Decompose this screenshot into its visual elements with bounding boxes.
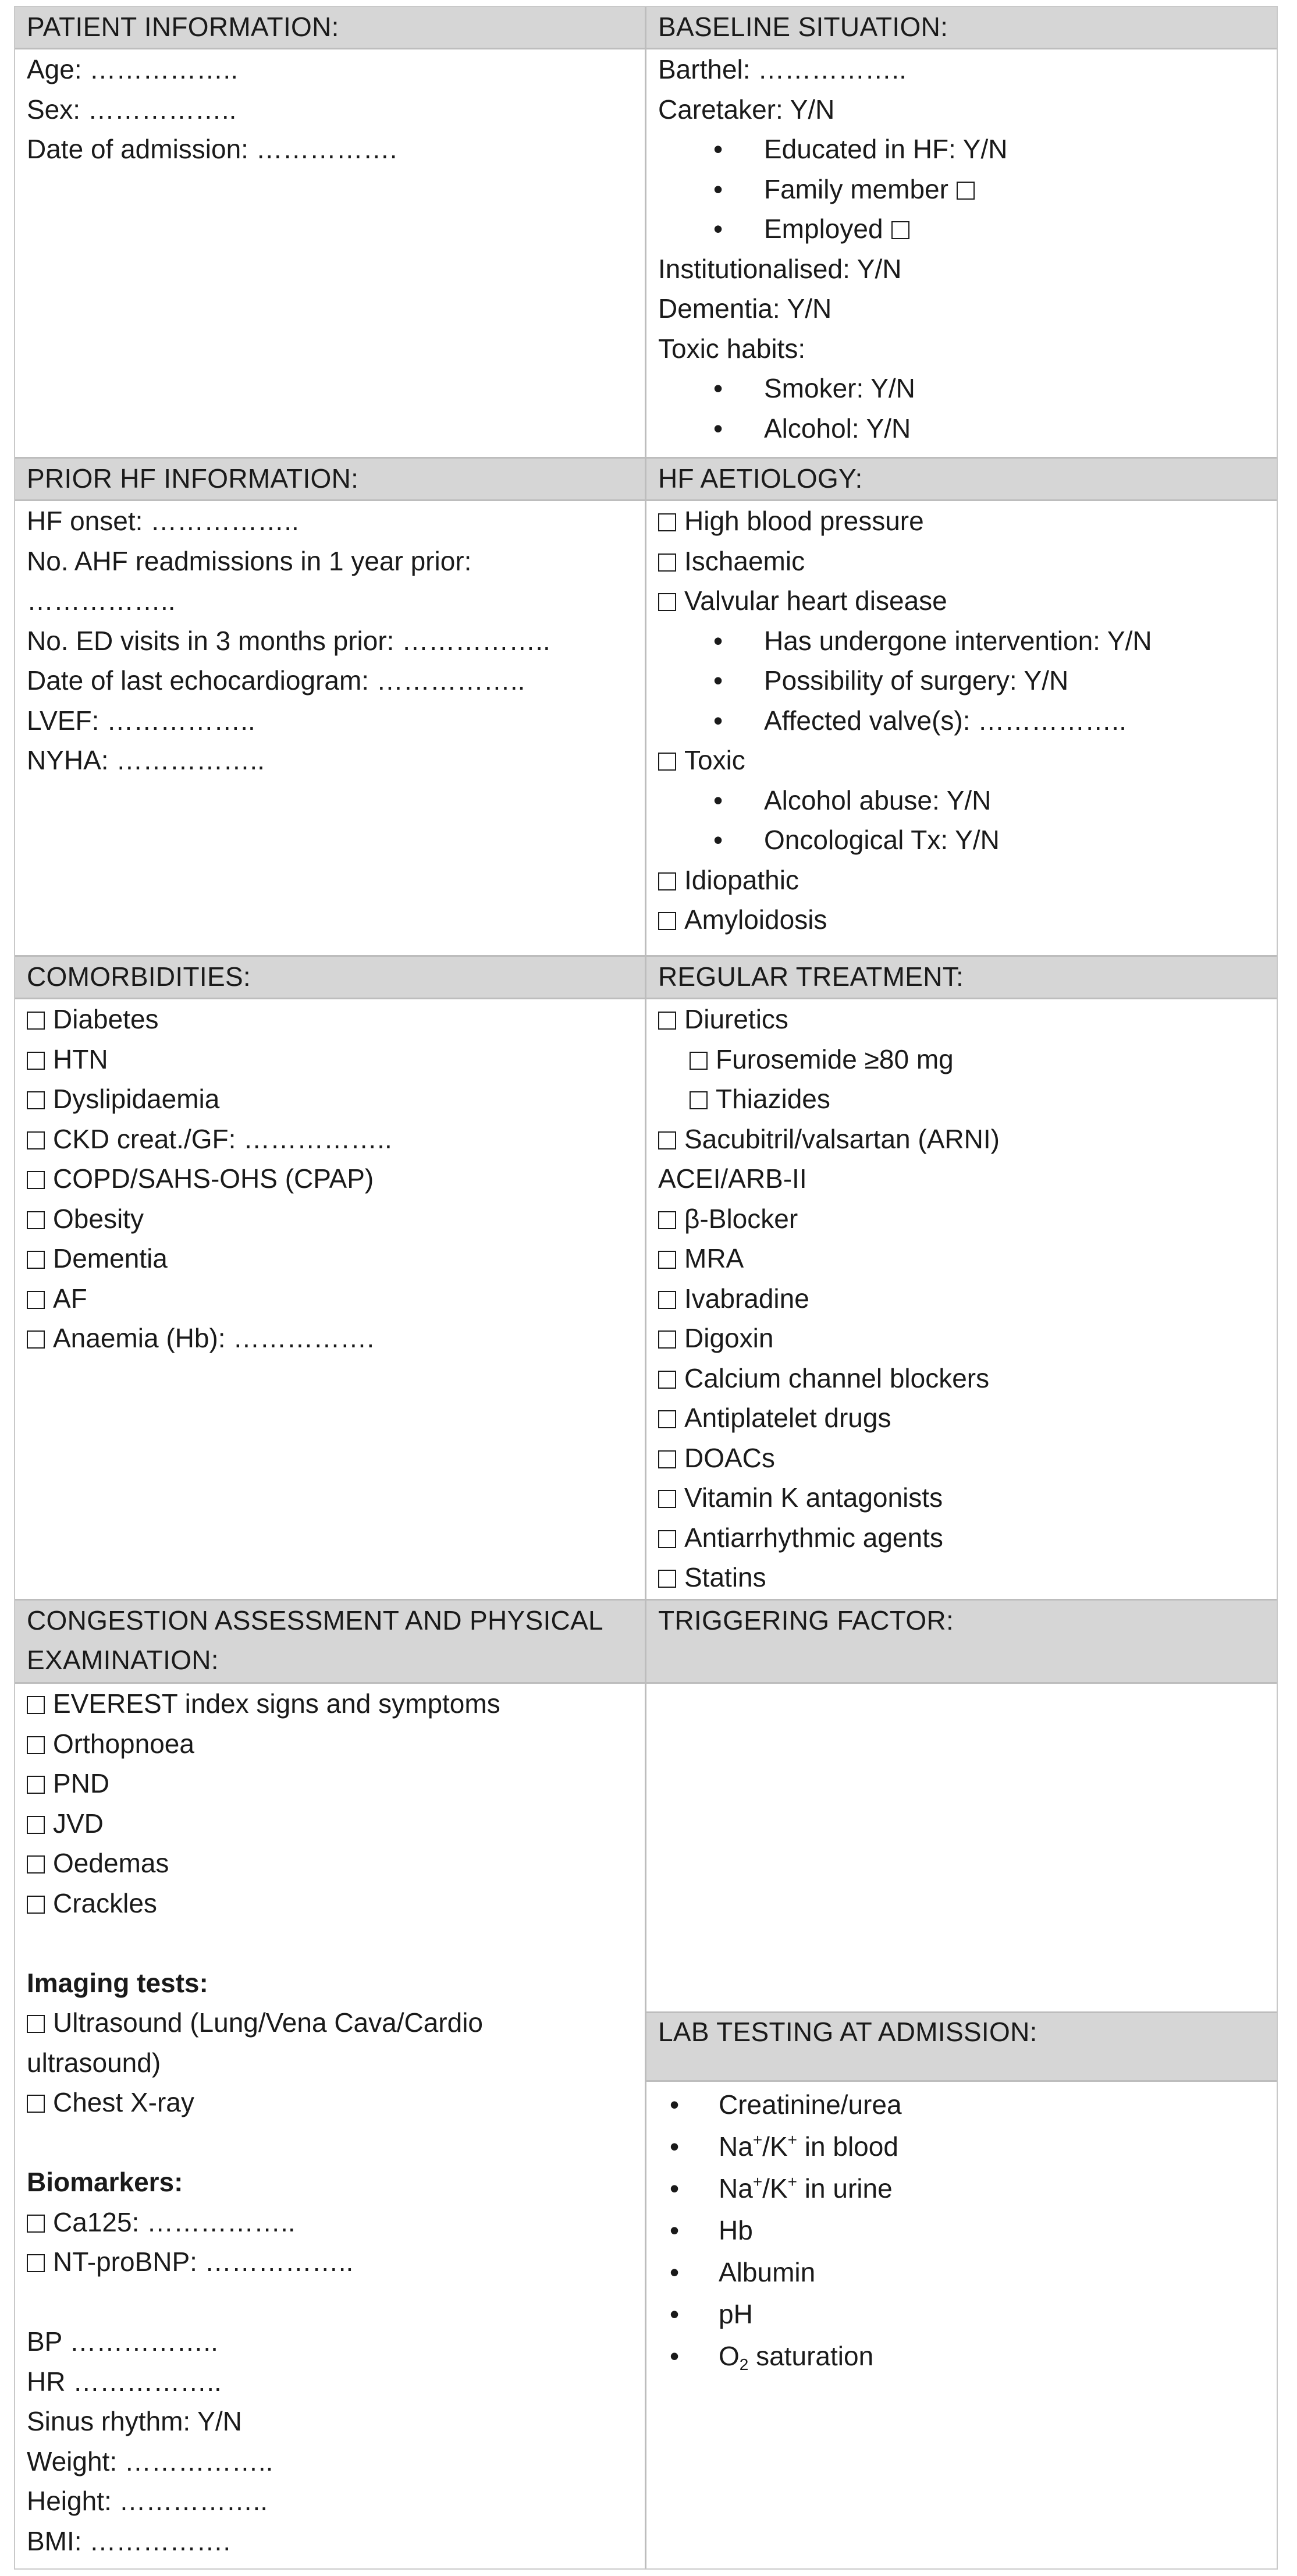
oncological-tx-field[interactable]: • Oncological Tx: Y/N — [658, 820, 1277, 860]
row-divider — [15, 457, 1277, 459]
idiopathic-option[interactable] — [658, 860, 1277, 900]
ahf-readmissions-field[interactable]: …………….. — [27, 586, 176, 616]
na-text: Na — [719, 2173, 753, 2204]
row-divider — [15, 955, 1277, 957]
surgery-field[interactable]: • Possibility of surgery: Y/N — [658, 661, 1277, 701]
option-label: Amyloidosis — [684, 904, 827, 935]
last-echocardiogram-field[interactable]: Date of last echocardiogram: …………….. — [27, 665, 525, 696]
checkbox[interactable] — [27, 2015, 45, 2033]
checkbox[interactable] — [27, 1091, 45, 1109]
option-label: Dyslipidaemia — [53, 1084, 220, 1114]
checkbox[interactable] — [658, 1211, 676, 1229]
family-member-checkbox[interactable] — [957, 182, 975, 200]
educated-in-hf-field[interactable]: • Educated in HF: Y/N — [658, 129, 1277, 169]
lab-item-ph: • pH — [658, 2293, 1277, 2335]
superscript: + — [787, 2131, 797, 2149]
hr-field[interactable]: HR …………….. — [27, 2366, 222, 2397]
option-label: Statins — [684, 1562, 766, 1592]
k-text: /K — [762, 2173, 788, 2204]
comorbidities-content — [15, 999, 645, 1599]
treatment-option[interactable] — [658, 1398, 1277, 1438]
row-divider — [15, 1682, 1277, 1684]
option-label: JVD — [53, 1808, 104, 1839]
checkbox[interactable] — [690, 1052, 708, 1070]
regular-treatment-content — [646, 999, 1277, 1599]
baseline-situation-content — [646, 49, 1277, 457]
option-label: Valvular heart disease — [684, 586, 947, 616]
checkbox[interactable] — [658, 1530, 676, 1548]
option-label: Toxic — [684, 745, 745, 775]
lvef-field[interactable]: LVEF: …………….. — [27, 705, 255, 736]
comorbidity-option[interactable] — [27, 1159, 645, 1199]
furosemide-option[interactable] — [658, 1039, 1277, 1080]
sign-option[interactable] — [27, 1764, 645, 1804]
arni-option[interactable] — [658, 1119, 1277, 1159]
checkbox[interactable] — [27, 1251, 45, 1269]
lab-testing-content — [646, 2080, 1277, 2567]
ultrasound-label-continued: ultrasound) — [27, 2047, 161, 2078]
superscript: + — [752, 2173, 763, 2191]
checkbox[interactable] — [27, 2095, 45, 2113]
patient-information-header: PATIENT INFORMATION: — [15, 7, 645, 48]
treatment-option[interactable] — [658, 1438, 1277, 1478]
treatment-option[interactable] — [658, 1279, 1277, 1319]
row-divider — [15, 1599, 1277, 1601]
checkbox[interactable] — [658, 1450, 676, 1468]
family-member-label: Family member — [764, 173, 948, 204]
ahf-readmissions-label: No. AHF readmissions in 1 year prior: — [27, 545, 472, 576]
sign-option[interactable] — [27, 1843, 645, 1883]
weight-field[interactable]: Weight: …………….. — [27, 2446, 273, 2476]
saturation-text: saturation — [748, 2341, 874, 2371]
comorbidity-option[interactable] — [27, 1199, 645, 1239]
beta-blocker-option[interactable] — [658, 1199, 1277, 1239]
hf-onset-field[interactable]: HF onset: …………….. — [27, 506, 299, 536]
affected-valves-field[interactable]: • Affected valve(s): …………….. — [658, 701, 1277, 741]
superscript: + — [787, 2173, 797, 2191]
comorbidity-option[interactable] — [27, 1318, 645, 1358]
option-label: COPD/SAHS-OHS (CPAP) — [53, 1163, 374, 1194]
alcohol-field[interactable]: • Alcohol: Y/N — [658, 409, 1277, 449]
diuretics-option[interactable] — [658, 999, 1277, 1039]
option-label: CKD creat./GF: …………….. — [53, 1123, 392, 1154]
congestion-header-line2: EXAMINATION: — [27, 1645, 219, 1675]
row-divider — [15, 499, 1277, 501]
checkbox[interactable] — [27, 1330, 45, 1349]
ntprobnp-option[interactable] — [27, 2242, 645, 2282]
patient-information-content — [15, 49, 645, 457]
checkbox[interactable] — [658, 1570, 676, 1588]
option-label: Oedemas — [53, 1848, 169, 1878]
checkbox[interactable] — [27, 1211, 45, 1229]
option-label: Diabetes — [53, 1004, 159, 1034]
option-label: Anaemia (Hb): ……………. — [53, 1323, 375, 1353]
option-label: Chest X-ray — [53, 2087, 194, 2117]
acei-arb-label: ACEI/ARB-II — [658, 1163, 807, 1194]
congestion-assessment-header — [15, 1601, 645, 1682]
option-label: DOACs — [684, 1442, 775, 1473]
option-label: Ivabradine — [684, 1283, 809, 1314]
checkbox[interactable] — [658, 753, 676, 771]
alcohol-abuse-field[interactable]: • Alcohol abuse: Y/N — [658, 780, 1277, 821]
nyha-field[interactable]: NYHA: …………….. — [27, 745, 265, 775]
checkbox[interactable] — [27, 1131, 45, 1149]
option-label: Obesity — [53, 1203, 144, 1234]
checkbox[interactable] — [658, 872, 676, 890]
chest-xray-option[interactable] — [27, 2082, 645, 2123]
bmi-field[interactable]: BMI: ……………. — [27, 2525, 231, 2556]
comorbidity-option[interactable] — [27, 1239, 645, 1279]
sign-option[interactable] — [27, 1804, 645, 1844]
option-label: Thiazides — [716, 1084, 830, 1114]
row-divider — [15, 48, 1277, 49]
option-label: High blood pressure — [684, 506, 924, 536]
prior-hf-information-header: PRIOR HF INFORMATION: — [15, 459, 645, 499]
congestion-header-line1: CONGESTION ASSESSMENT AND PHYSICAL — [27, 1605, 603, 1635]
option-label: NT-proBNP: …………….. — [53, 2247, 354, 2277]
congestion-assessment-content — [15, 1684, 645, 2567]
hf-aetiology-content — [646, 501, 1277, 955]
checkbox[interactable] — [658, 1291, 676, 1309]
checkbox[interactable] — [27, 1776, 45, 1794]
column-divider — [645, 7, 646, 2568]
triggering-factor-content[interactable] — [646, 1684, 1277, 2011]
checkbox[interactable] — [27, 1855, 45, 1874]
lab-testing-header: LAB TESTING AT ADMISSION: — [646, 2011, 1277, 2080]
ca125-option[interactable] — [27, 2202, 645, 2243]
subscript: 2 — [739, 2355, 749, 2373]
thiazides-option[interactable] — [658, 1079, 1277, 1119]
intervention-field[interactable]: • Has undergone intervention: Y/N — [658, 621, 1277, 661]
checkbox[interactable] — [658, 513, 676, 531]
checkbox[interactable] — [658, 1410, 676, 1428]
institutionalised-field[interactable]: Institutionalised: Y/N — [658, 253, 902, 284]
treatment-option[interactable] — [658, 1358, 1277, 1399]
hf-aetiology-header: HF AETIOLOGY: — [646, 459, 1277, 499]
option-label: AF — [53, 1283, 87, 1314]
option-label: Antiplatelet drugs — [684, 1403, 891, 1433]
row-divider — [646, 2011, 1277, 2013]
biomarkers-title: Biomarkers: — [27, 2167, 183, 2197]
option-label: Furosemide ≥80 mg — [716, 1044, 954, 1074]
na-text: Na — [719, 2131, 753, 2162]
checkbox[interactable] — [658, 1371, 676, 1389]
lab-item-o2-saturation — [658, 2335, 1277, 2377]
option-label: Vitamin K antagonists — [684, 1482, 943, 1513]
option-label: Crackles — [53, 1887, 157, 1918]
employed-label: Employed — [764, 214, 883, 244]
employed-option[interactable] — [658, 209, 1277, 249]
checkbox[interactable] — [27, 1896, 45, 1914]
amyloidosis-option[interactable] — [658, 900, 1277, 940]
lab-item-creatinine: • Creatinine/urea — [658, 2084, 1277, 2126]
row-divider — [646, 2080, 1277, 2082]
triggering-factor-header: TRIGGERING FACTOR: — [646, 1601, 1277, 1682]
checkbox[interactable] — [658, 912, 676, 930]
comorbidities-header: COMORBIDITIES: — [15, 957, 645, 998]
lab-item-albumin: • Albumin — [658, 2251, 1277, 2293]
smoker-field[interactable]: • Smoker: Y/N — [658, 368, 1277, 409]
regular-treatment-header: REGULAR TREATMENT: — [646, 957, 1277, 998]
lab-item-na-k-urine — [658, 2167, 1277, 2209]
checkbox[interactable] — [658, 1251, 676, 1269]
employed-checkbox[interactable] — [891, 221, 909, 239]
height-field[interactable]: Height: …………….. — [27, 2486, 268, 2516]
in-urine-text: in urine — [797, 2173, 893, 2204]
comorbidity-option[interactable] — [27, 1279, 645, 1319]
treatment-option[interactable] — [658, 1318, 1277, 1358]
comorbidity-option[interactable] — [27, 999, 645, 1039]
bp-field[interactable]: BP …………….. — [27, 2326, 218, 2357]
option-label: Calcium channel blockers — [684, 1362, 990, 1393]
checkbox[interactable] — [27, 1171, 45, 1189]
o-text: O — [719, 2341, 740, 2371]
option-label: PND — [53, 1768, 110, 1798]
option-label: β-Blocker — [684, 1203, 798, 1234]
baseline-situation-header: BASELINE SITUATION: — [646, 7, 1277, 48]
treatment-option[interactable] — [658, 1518, 1277, 1558]
option-label: Ca125: …………….. — [53, 2206, 296, 2237]
high-blood-pressure-option[interactable] — [658, 501, 1277, 541]
comorbidity-option[interactable] — [27, 1079, 645, 1119]
ultrasound-option[interactable] — [27, 2003, 645, 2043]
checkbox[interactable] — [690, 1091, 708, 1109]
checkbox[interactable] — [658, 1330, 676, 1349]
lab-item-na-k-blood — [658, 2126, 1277, 2167]
superscript: + — [752, 2131, 763, 2149]
checkbox[interactable] — [658, 593, 676, 611]
checkbox[interactable] — [27, 1291, 45, 1309]
option-label: MRA — [684, 1243, 744, 1273]
baseline-dementia-field[interactable]: Dementia: Y/N — [658, 293, 832, 324]
checkbox[interactable] — [658, 1012, 676, 1030]
treatment-option[interactable] — [658, 1239, 1277, 1279]
checkbox[interactable] — [27, 1736, 45, 1754]
checkbox[interactable] — [658, 553, 676, 572]
checkbox[interactable] — [27, 2215, 45, 2233]
checkbox[interactable] — [27, 1052, 45, 1070]
sign-option[interactable] — [27, 1883, 645, 1924]
imaging-tests-title: Imaging tests: — [27, 1967, 208, 1998]
caretaker-field[interactable]: Caretaker: Y/N — [658, 94, 835, 125]
comorbidity-option[interactable] — [27, 1119, 645, 1159]
sex-field[interactable]: Sex: …………….. — [27, 94, 237, 125]
admission-date-field[interactable]: Date of admission: ……………. — [27, 134, 397, 164]
barthel-field[interactable]: Barthel: …………….. — [658, 54, 907, 84]
family-member-option[interactable] — [658, 169, 1277, 210]
sign-option[interactable] — [27, 1724, 645, 1764]
option-label: Antiarrhythmic agents — [684, 1522, 943, 1553]
prior-hf-information-content — [15, 501, 645, 955]
checkbox[interactable] — [658, 1490, 676, 1508]
option-label: HTN — [53, 1044, 108, 1074]
in-blood-text: in blood — [797, 2131, 898, 2162]
toxic-habits-label: Toxic habits: — [658, 333, 806, 364]
checkbox[interactable] — [27, 2254, 45, 2272]
checkbox[interactable] — [27, 1816, 45, 1834]
ed-visits-field[interactable]: No. ED visits in 3 months prior: …………….. — [27, 625, 550, 656]
checkbox[interactable] — [27, 1696, 45, 1714]
lab-item-hb: • Hb — [658, 2209, 1277, 2251]
sinus-rhythm-field[interactable]: Sinus rhythm: Y/N — [27, 2406, 242, 2436]
row-divider — [15, 998, 1277, 999]
age-field[interactable]: Age: …………….. — [27, 54, 238, 84]
hf-assessment-form — [14, 6, 1278, 2570]
option-label: EVEREST index signs and symptoms — [53, 1688, 500, 1719]
treatment-option[interactable] — [658, 1557, 1277, 1598]
toxic-option[interactable] — [658, 740, 1277, 780]
option-label: Dementia — [53, 1243, 168, 1273]
checkbox[interactable] — [658, 1131, 676, 1149]
option-label: Digoxin — [684, 1323, 774, 1353]
checkbox[interactable] — [27, 1012, 45, 1030]
option-label: Ischaemic — [684, 545, 805, 576]
k-text: /K — [762, 2131, 788, 2162]
option-label: Ultrasound (Lung/Vena Cava/Cardio — [53, 2007, 484, 2038]
ischaemic-option[interactable] — [658, 541, 1277, 581]
sign-option[interactable] — [27, 1684, 645, 1724]
valvular-option[interactable] — [658, 581, 1277, 621]
treatment-option[interactable] — [658, 1478, 1277, 1518]
option-label: Idiopathic — [684, 864, 799, 895]
option-label: Diuretics — [684, 1004, 788, 1034]
option-label: Orthopnoea — [53, 1728, 194, 1759]
option-label: Sacubitril/valsartan (ARNI) — [684, 1123, 1000, 1154]
comorbidity-option[interactable] — [27, 1039, 645, 1080]
